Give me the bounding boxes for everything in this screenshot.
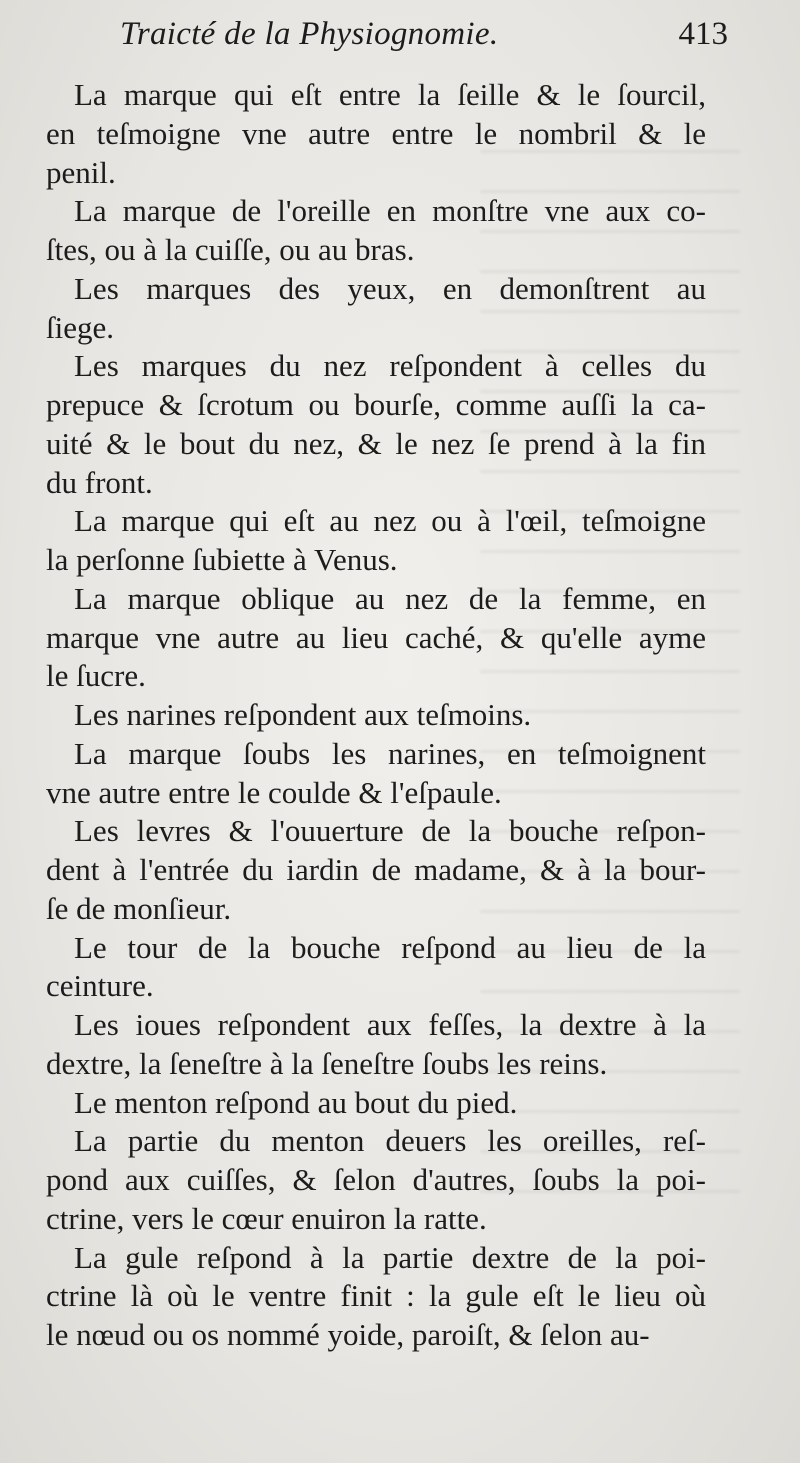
text-line: La partie du menton deuers les oreilles, reſ- [74, 1123, 706, 1159]
running-title: Traicté de la Physiognomie. [120, 16, 499, 52]
paragraph [46, 502, 706, 580]
text-line: La marque ſoubs les narines, en teſmoignent [74, 735, 706, 771]
paragraph [46, 1122, 706, 1238]
paragraph [46, 76, 706, 192]
paragraph [46, 696, 706, 735]
page-number: 413 [678, 16, 728, 52]
text-line: ceinture. [46, 968, 154, 1004]
text-line: Le tour de la bouche reſpond au lieu de la [74, 929, 706, 965]
text-line: ſiege. [46, 309, 114, 345]
text-line: le nœud ou os nommé yoide, paroiſt, & ſelon au- [46, 1317, 650, 1352]
text-line: pond aux cuiſſes, & ſelon d'autres, ſoubs la poi- [46, 1162, 706, 1197]
text-line: dextre, la ſeneſtre à la ſeneſtre ſoubs les reins. [46, 1045, 608, 1081]
text-line: Les marques du nez reſpondent à celles du [74, 348, 706, 384]
paragraph [46, 270, 706, 348]
text-line: dent à l'entrée du iardin de madame, & à la bour- [46, 852, 706, 887]
text-line: le ſucre. [46, 658, 146, 694]
paragraph [46, 192, 706, 270]
text-line: en teſmoigne vne autre entre le nombril & le [46, 115, 706, 151]
text-line: Le menton reſpond au bout du pied. [74, 1084, 518, 1120]
paragraph [46, 929, 706, 1007]
text-line: vne autre entre le coulde & l'eſpaule. [46, 774, 502, 810]
text-line: du front. [46, 464, 153, 500]
text-line: La gule reſpond à la partie dextre de la poi- [74, 1239, 706, 1275]
text-line: ſe de monſieur. [46, 890, 232, 926]
text-line: La marque qui eſt au nez ou à l'œil, teſmoigne [74, 503, 706, 539]
text-line: uité & le bout du nez, & le nez ſe prend à la fin [46, 425, 706, 461]
text-line: La marque qui eſt entre la ſeille & le ſourcil, [74, 77, 706, 112]
running-head [120, 14, 740, 58]
text-line: Les ioues reſpondent aux feſſes, la dextre à la [74, 1007, 706, 1042]
text-line: Les levres & l'ouuerture de la bouche reſpon- [74, 813, 706, 849]
paragraph [46, 812, 706, 928]
paragraph [46, 735, 706, 813]
paragraph [46, 347, 706, 502]
text-line: ctrine, vers le cœur enuiron la ratte. [46, 1200, 487, 1236]
text-line: La marque oblique au nez de la femme, en [74, 580, 706, 616]
text-line: ſtes, ou à la cuiſſe, ou au bras. [46, 232, 415, 267]
text-line: penil. [46, 154, 116, 190]
text-line: la perſonne ſubiette à Venus. [46, 542, 398, 577]
text-line: marque vne autre au lieu caché, & qu'elle ayme [46, 619, 706, 655]
paragraph [46, 1006, 706, 1084]
text-line: La marque de l'oreille en monſtre vne aux co- [74, 193, 706, 229]
body-text [46, 76, 706, 1355]
text-line: ctrine là où le ventre finit : la gule eſt le lieu où [46, 1278, 706, 1314]
text-line: Les marques des yeux, en demonſtrent au [74, 270, 706, 306]
text-line: prepuce & ſcrotum ou bourſe, comme auſſi la ca- [46, 387, 706, 422]
paragraph [46, 1239, 706, 1355]
paragraph [46, 1084, 706, 1123]
text-line: Les narines reſpondent aux teſmoins. [74, 697, 532, 732]
paragraph [46, 580, 706, 696]
